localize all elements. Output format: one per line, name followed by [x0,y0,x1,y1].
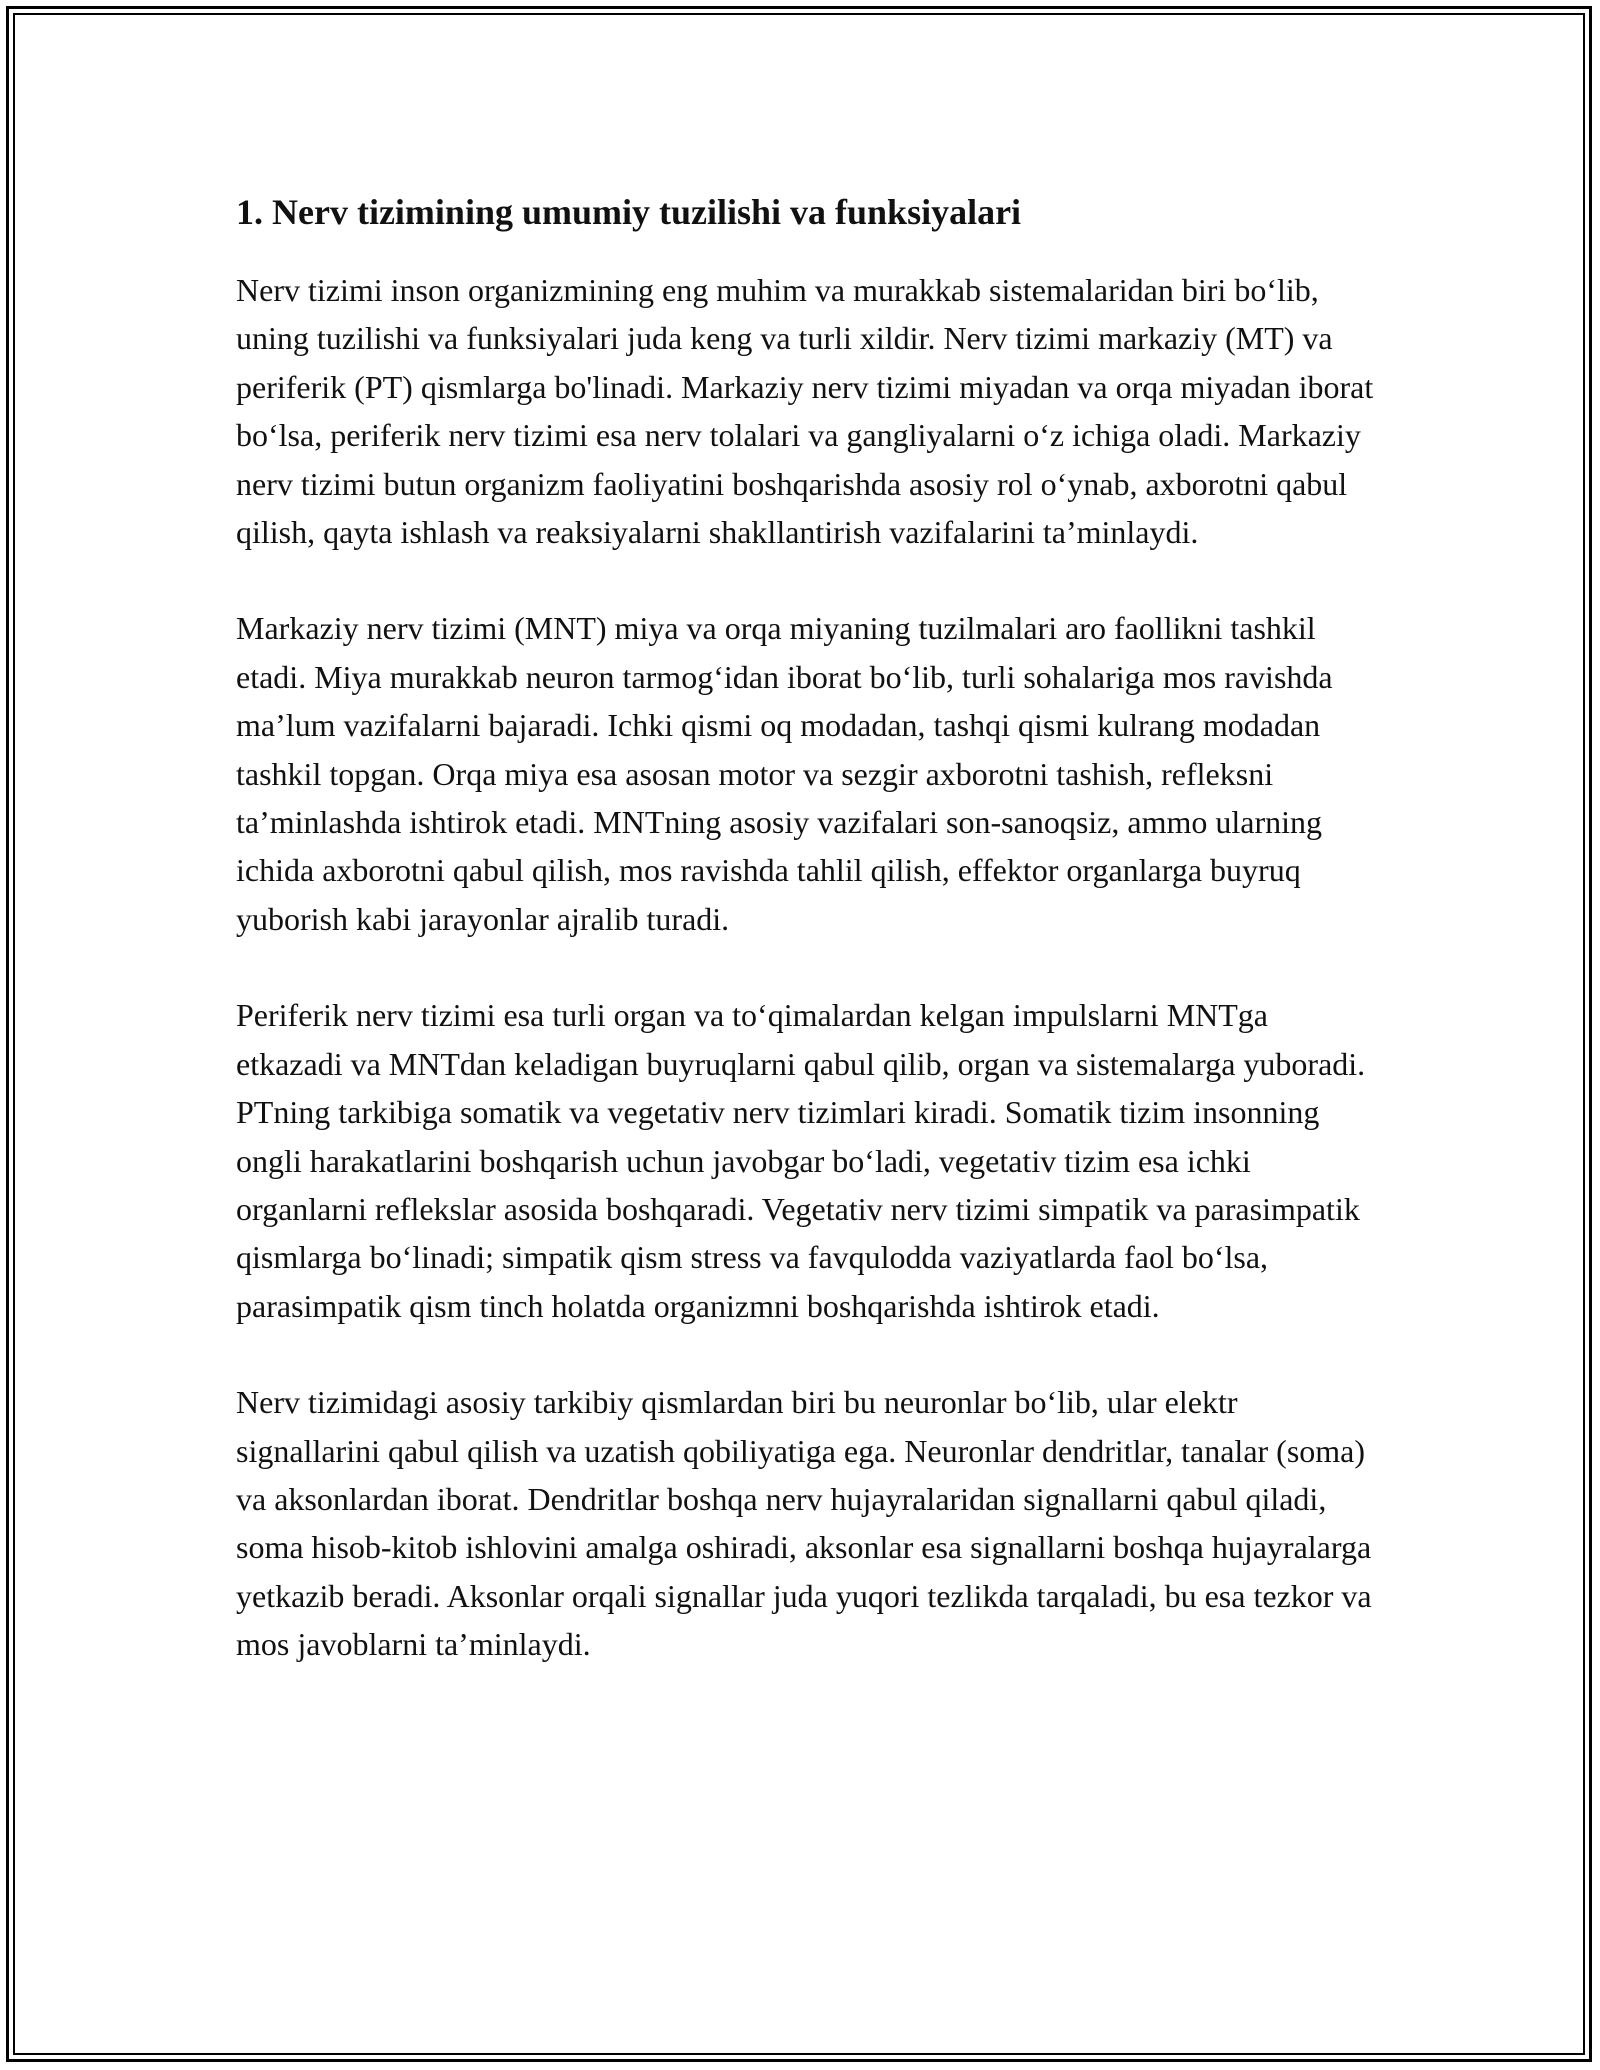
document-body [236,186,1376,1669]
paragraph-4: Nerv tizimidagi asosiy tarkibiy qismlardan biri bu neuronlar bo‘lib, ular elektr signallarini qabul qilish va uzatish qobiliyatiga ega. Neuronlar dendritlar, tanalar (soma) va aksonlardan iborat. Dendritlar boshqa nerv hujayralaridan signallarni qabul qiladi, soma hisob-kitob ishlovini amalga oshiradi, aksonlar esa signallarni boshqa hujayralarga yetkazib beradi. Aksonlar orqali signallar juda yuqori tezlikda tarqaladi, bu esa tezkor va mos javoblarni ta’minlaydi. [236,1384,1372,1663]
paragraph-1: Nerv tizimi inson organizmining eng muhim va murakkab sistemalaridan biri bo‘lib, uning tuzilishi va funksiyalari juda keng va turli xildir. Nerv tizimi markaziy (MT) va periferik (PT) qismlarga bo'linadi. Markaziy nerv tizimi miyadan va orqa miyadan iborat bo‘lsa, periferik nerv tizimi esa nerv tolalari va gangliyalarni o‘z ichiga oladi. Markaziy nerv tizimi butun organizm faoliyatini boshqarishda asosiy rol o‘ynab, axborotni qabul qilish, qayta ishlash va reaksiyalarni shakllantirish vazifalarini ta’minlaydi. [236,272,1374,551]
paragraph-2: Markaziy nerv tizimi (MNT) miya va orqa miyaning tuzilmalari aro faollikni tashkil etadi. Miya murakkab neuron tarmog‘idan iborat bo‘lib, turli sohalariga mos ravishda ma’lum vazifalarni bajaradi. Ichki qismi oq modadan, tashqi qismi kulrang modadan tashkil topgan. Orqa miya esa asosan motor va sezgir axborotni tashish, refleksni ta’minlashda ishtirok etadi. MNTning asosiy vazifalari son-sanoqsiz, ammo ularning ichida axborotni qabul qilish, mos ravishda tahlil qilish, effektor organlarga buyruq yuborish kabi jarayonlar ajralib turadi. [236,610,1333,937]
paragraph-3: Periferik nerv tizimi esa turli organ va to‘qimalardan kelgan impulslarni MNTga etkazadi va MNTdan keladigan buyruqlarni qabul qilib, organ va sistemalarga yuboradi. PTning tarkibiga somatik va vegetativ nerv tizimlari kiradi. Somatik tizim insonning ongli harakatlarini boshqarish uchun javobgar bo‘ladi, vegetativ tizim esa ichki organlarni reflekslar asosida boshqaradi. Vegetativ nerv tizimi simpatik va parasimpatik qismlarga bo‘linadi; simpatik qism stress va favqulodda vaziyatlarda faol bo‘lsa, parasimpatik qism tinch holatda organizmni boshqarishda ishtirok etadi. [236,997,1366,1324]
section-heading: 1. Nerv tizimining umumiy tuzilishi va funksiyalari [236,192,1022,232]
